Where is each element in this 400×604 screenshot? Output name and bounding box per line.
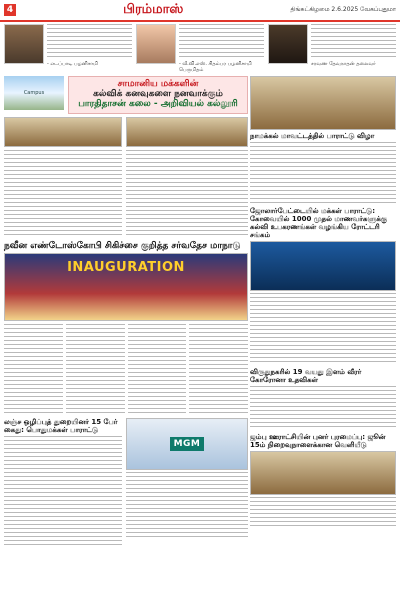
right-top-headline: நாமக்கல் மாவட்டத்தில் பாராட்டு விழா: [250, 132, 375, 140]
issue-date: திங்கட்கிழமை 2.6.2025 வேகப்புதுமா: [290, 6, 396, 13]
right-bottom-headline: ஜம்பு ஊராட்சியின் புனர் புரமைப்பு: ஜூன் 15ம் நிறைவுநாளைக்கான வெளியீடு: [250, 433, 386, 450]
right-mid-headline: ஜோலார்பேட்டையில் மக்கள் பாராட்டு: கோவையில் 1000 முதல் மாணவர்களுக்கு கல்வி உபகரணங்கள் வழங்கிய ரோட்டரி சங்கம்: [250, 207, 388, 240]
hospital-photo: [126, 418, 248, 470]
portrait-photo: [268, 24, 308, 64]
page-number: 4: [4, 4, 16, 16]
featured-headline-3: பாரதிதாசன் கலை - அறிவியல் கல்லூரி: [78, 98, 238, 109]
featured-headline-1: சாமானிய மக்களின்: [117, 79, 199, 89]
article-body: [128, 324, 187, 414]
campus-label: Campus: [23, 90, 45, 96]
article-body: [250, 386, 396, 430]
article-body: [66, 324, 125, 414]
left-column: [4, 76, 248, 546]
inauguration-photo: [4, 253, 248, 321]
article-body: [126, 150, 248, 237]
article-body: [250, 497, 396, 527]
rotary-event-photo: [250, 241, 396, 291]
article-body: [4, 436, 122, 546]
middle-headline: விருதுநகரில் 19 வயது இளம் வீரர் கோரோனா உதவிகள்: [250, 368, 362, 385]
person-photo: [126, 117, 248, 147]
strip-text-lines: [311, 24, 396, 60]
strip-item-2: [136, 24, 264, 73]
strip-caption: சரவண தேவநாதன் தலைவர்: [311, 61, 376, 67]
strip-caption: - வீ.வி.எஸ். சிதம்பர பழனிசாமி பெருமிதம்: [179, 61, 252, 73]
person-photo: [4, 117, 122, 147]
featured-headline-2: கல்விக் கனவுகளை நனவாக்கும்: [93, 88, 223, 99]
surgery-headline: நவீன எண்டோஸ்கோபி சிகிச்சை குறித்த சர்வதேச மாநாடு: [4, 240, 241, 251]
strip-item-3: [268, 24, 396, 73]
ceremony-photo: [250, 451, 396, 495]
article-body: [4, 150, 122, 237]
hospital-logo: MGM: [170, 437, 205, 451]
strip-text-lines: [47, 24, 132, 60]
left-bottom-headline: லஞ்ச ஒழிப்புத் துறையினர் 15 பேர் கைது: பொதுமக்கள் பாராட்டு: [4, 418, 118, 435]
right-column: [250, 76, 396, 527]
masthead: [0, 0, 400, 22]
article-body: [250, 293, 396, 365]
strip-text-lines: [179, 24, 264, 60]
article-body: [4, 324, 63, 414]
strip-item-1: [4, 24, 132, 73]
portrait-photo: [4, 24, 44, 64]
article-body: [250, 142, 396, 204]
strip-caption: - எடப்பாடி பழனிசாமி: [47, 61, 98, 67]
newspaper-title: பிரம்மாஸ்: [123, 2, 184, 17]
inauguration-banner: INAUGURATION: [67, 260, 185, 276]
group-photo: [250, 76, 396, 130]
campus-photo: [4, 76, 64, 110]
article-body: [189, 324, 248, 414]
top-strip: [0, 24, 400, 72]
article-body: [126, 472, 248, 538]
portrait-photo: [136, 24, 176, 64]
